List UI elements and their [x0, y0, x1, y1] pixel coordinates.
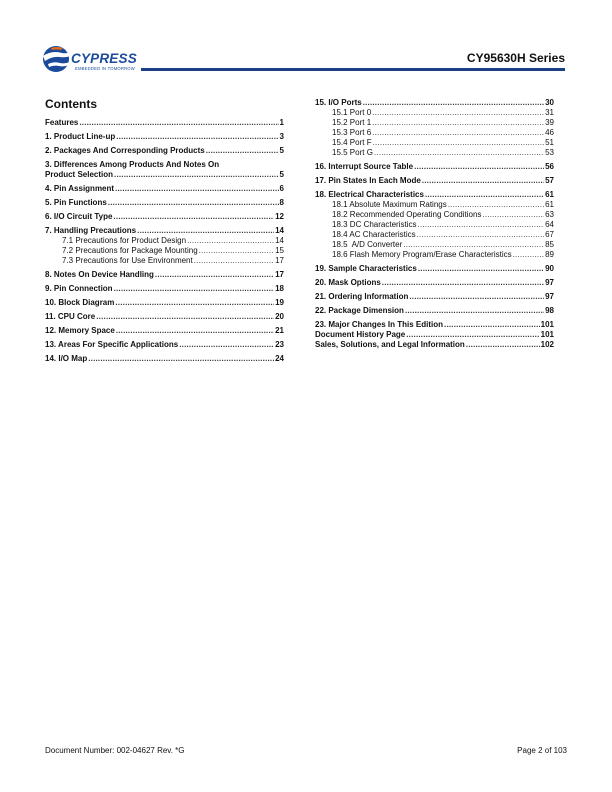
toc-entry-ad-converter[interactable]: 18.5 A/D Converter ..... 85 — [315, 240, 554, 250]
toc-entry-ac-characteristics[interactable]: 18.4 AC Characteristics ..... 67 — [315, 230, 554, 240]
cypress-logo — [40, 42, 140, 76]
cypress-tree-logo-icon — [40, 42, 74, 76]
toc-entry-io-ports[interactable]: 15. I/O Ports ..... 30 — [315, 98, 554, 108]
toc-entry-pin-states[interactable]: 17. Pin States In Each Mode ..... 57 — [315, 176, 554, 186]
toc-entry-dc-characteristics[interactable]: 18.3 DC Characteristics ..... 64 — [315, 220, 554, 230]
toc-left-column — [45, 118, 284, 364]
toc-entry-port-g[interactable]: 15.5 Port G ..... 53 — [315, 148, 554, 158]
toc-entry-sales-solutions-legal[interactable]: Sales, Solutions, and Legal Information ..... 102 — [315, 340, 554, 350]
toc-entry-pin-functions[interactable]: 5. Pin Functions ..... 8 — [45, 198, 284, 208]
logo-wordmark: CYPRESS — [71, 51, 137, 66]
toc-entry-handling-precautions[interactable]: 7. Handling Precautions ..... 14 — [45, 226, 284, 236]
toc-entry-product-line-up[interactable]: 1. Product Line-up ..... 3 — [45, 132, 284, 142]
toc-entry-memory-space[interactable]: 12. Memory Space ..... 21 — [45, 326, 284, 336]
toc-entry-sample-characteristics[interactable]: 19. Sample Characteristics ..... 90 — [315, 264, 554, 274]
toc-entry-cpu-core[interactable]: 11. CPU Core ..... 20 — [45, 312, 284, 322]
toc-entry-block-diagram[interactable]: 10. Block Diagram ..... 19 — [45, 298, 284, 308]
toc-entry-mask-options[interactable]: 20. Mask Options ..... 97 — [315, 278, 554, 288]
logo-tagline: EMBEDDED IN TOMORROW — [75, 66, 135, 71]
toc-entry-precautions-package-mounting[interactable]: 7.2 Precautions for Package Mounting ..... 15 — [45, 246, 284, 256]
toc-entry-ordering-information[interactable]: 21. Ordering Information ..... 97 — [315, 292, 554, 302]
toc-entry-recommended-operating-conditions[interactable]: 18.2 Recommended Operating Conditions ..... 63 — [315, 210, 554, 220]
toc-entry-port-0[interactable]: 15.1 Port 0 ..... 31 — [315, 108, 554, 118]
toc-entry-port-6[interactable]: 15.3 Port 6 ..... 46 — [315, 128, 554, 138]
toc-entry-precautions-use-environment[interactable]: 7.3 Precautions for Use Environment ..... 17 — [45, 256, 284, 266]
toc-entry-package-dimension[interactable]: 22. Package Dimension ..... 98 — [315, 306, 554, 316]
toc-entry-features[interactable]: Features ..... 1 — [45, 118, 284, 128]
series-title: CY95630H Series — [466, 51, 565, 65]
toc-entry-differences-line1[interactable]: 3. Differences Among Products And Notes On — [45, 160, 220, 169]
toc-entry-packages[interactable]: 2. Packages And Corresponding Products ..... 5 — [45, 146, 284, 156]
document-number: Document Number: 002-04627 Rev. *G — [45, 746, 185, 755]
contents-heading: Contents — [45, 97, 97, 111]
toc-entry-interrupt-source-table[interactable]: 16. Interrupt Source Table ..... 56 — [315, 162, 554, 172]
toc-entry-io-map[interactable]: 14. I/O Map ..... 24 — [45, 354, 284, 364]
toc-entry-notes-device-handling[interactable]: 8. Notes On Device Handling ..... 17 — [45, 270, 284, 280]
toc-entry-document-history[interactable]: Document History Page ..... 101 — [315, 330, 554, 340]
toc-entry-pin-assignment[interactable]: 4. Pin Assignment ..... 6 — [45, 184, 284, 194]
toc-entry-precautions-product-design[interactable]: 7.1 Precautions for Product Design ..... 14 — [45, 236, 284, 246]
toc-entry-flash-memory-characteristics[interactable]: 18.6 Flash Memory Program/Erase Characteristics ..... 89 — [315, 250, 554, 260]
toc-entry-pin-connection[interactable]: 9. Pin Connection ..... 18 — [45, 284, 284, 294]
toc-entry-areas-specific-applications[interactable]: 13. Areas For Specific Applications ..... 23 — [45, 340, 284, 350]
toc-entry-major-changes[interactable]: 23. Major Changes In This Edition ..... 101 — [315, 320, 554, 330]
header-rule — [141, 68, 565, 71]
page-number: Page 2 of 103 — [517, 746, 567, 755]
toc-entry-io-circuit-type[interactable]: 6. I/O Circuit Type ..... 12 — [45, 212, 284, 222]
toc-entry-differences[interactable]: Product Selection ..... 5 — [45, 170, 284, 180]
toc-right-column — [315, 98, 554, 350]
toc-entry-port-1[interactable]: 15.2 Port 1 ..... 39 — [315, 118, 554, 128]
toc-entry-electrical-characteristics[interactable]: 18. Electrical Characteristics ..... 61 — [315, 190, 554, 200]
toc-entry-port-f[interactable]: 15.4 Port F ..... 51 — [315, 138, 554, 148]
toc-entry-absolute-maximum-ratings[interactable]: 18.1 Absolute Maximum Ratings ..... 61 — [315, 200, 554, 210]
